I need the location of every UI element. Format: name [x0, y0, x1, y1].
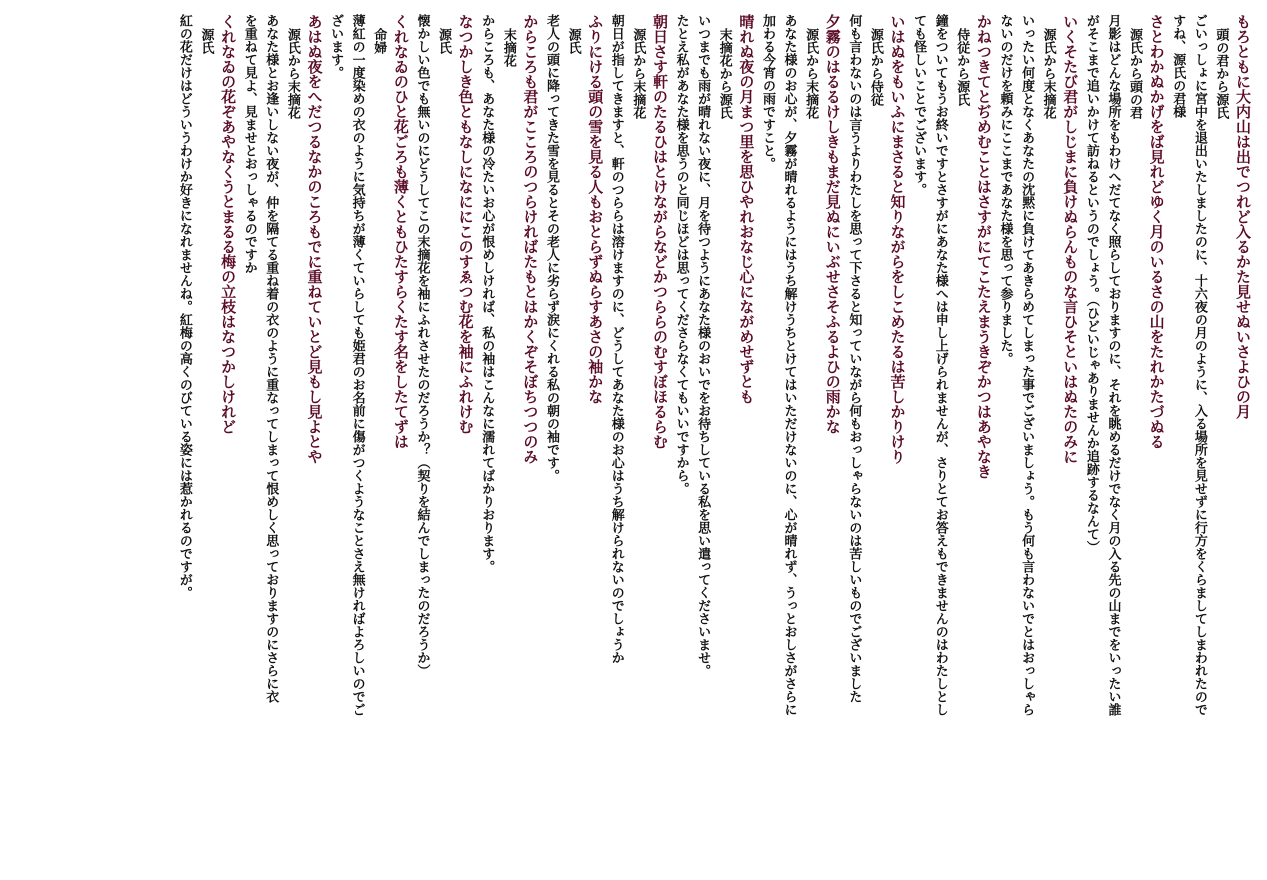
poem-stanza: [1080, 14, 1166, 866]
poem-stanza: [476, 14, 541, 866]
poem-translation: ても怪しいことでございます。: [911, 14, 927, 196]
poem-attribution: 源氏: [565, 28, 581, 54]
waka-poem: 晴れぬ夜の月まつ里を思ひやれおなじ心にながめせずとも: [737, 14, 756, 404]
waka-poem: かねつきてとぢめむことはさすがにてこたえまうきぞかつはあやなき: [974, 14, 993, 479]
waka-poem: くれなゐのひと花ごろも薄くともひたすらくたす名をしたてずは: [391, 14, 410, 449]
waka-poem: ふりにける頭の雪を見る人もおとらずぬらすあさの袖かな: [586, 14, 605, 404]
poem-stanza: [843, 14, 908, 866]
poem-translation: ないのだけを頼みにここまであなた様を思って参りました。: [997, 14, 1013, 365]
waka-poem: くれなゐの花ぞあやなくうとまるる梅の立枝はなつかしけれど: [219, 14, 238, 434]
waka-poem: 朝日さす軒のたるひはとけながらなどかつららのむすぼほるらむ: [650, 14, 669, 449]
waka-poem: さとわかぬかげをば見れどゆく月のいるさの山をたれかたづぬる: [1147, 14, 1166, 449]
poem-translation: 朝日が指してきますと、軒のつららは溶けますのに、どうしてあなた様のお心はうち解けられないのでしょうか: [608, 14, 624, 664]
poem-attribution: 源氏から頭の君: [1127, 28, 1143, 119]
poem-translation: がそこまで追いかけて訪ねるというのでしょう。（ひどいじゃありませんか追跡するなんて）: [1083, 14, 1099, 554]
poem-translation: 加わる今宵の雨ですこと。: [759, 14, 775, 170]
waka-poem: 夕霧のはるるけしきもまだ見ぬにいぶせさそふるよひの雨かな: [823, 14, 842, 434]
poem-attribution: 源氏: [436, 28, 452, 54]
poem-translation: 鐘をついてもうお終いですとさすがにあなた様へは申し上げられませんが、さりとてお答えもできませんのはわたしとし: [932, 14, 948, 716]
poem-attribution: 源氏から末摘花: [803, 28, 819, 119]
poem-translation: ざいます。: [328, 14, 344, 79]
poem-translation: たとえ私があなた様を思うのと同じほどは思ってくださらなくてもいいですから。: [673, 14, 689, 495]
poem-document: [14, 14, 1253, 866]
waka-poem: もろともに大内山は出でつれど入るかた見せぬいさよひの月: [1234, 14, 1252, 419]
poem-translation: を重ねて見よ、見ませとおっしゃるのですか: [241, 14, 257, 274]
poem-translation: 月影はどんな場所をもわけへだてなく照らしておりますのに、それを眺めるだけでなく月の入る先の山までをいったい誰: [1105, 14, 1121, 716]
waka-poem: なつかしき色ともなしになににこのすゑつむ花を袖にふれけむ: [456, 14, 475, 434]
poem-stanza: [605, 14, 670, 866]
poem-translation: あなた様のお心が、夕霧が晴れるようにはうち解けうちとけてはいただけないのに、心が晴れず、うっとおしさがさらに: [781, 14, 797, 716]
poem-attribution: 源氏から侍従: [867, 28, 883, 106]
waka-poem: あはぬ夜をへだつるなかのころもでに重ねていとど見もし見よとや: [305, 14, 324, 464]
poem-stanza: [324, 14, 410, 866]
poem-translation: 何も言わないのは言うよりわたしを思って下さると知っていながら何もおっしゃらないのは苦しいものでございました: [846, 14, 862, 703]
poem-translation: 薄紅の一度染めの衣のように気持ちが薄くていらしても姫君のお名前に傷がつくようなことさえ無ければよろしいのでご: [349, 14, 365, 716]
poem-translation: 懐かしい色でも無いのにどうしてこの末摘花を袖にふれさせたのだろうか？（契りを結んでしまったのだろうか）: [414, 14, 430, 677]
poem-translation: 紅の花だけはどういうわけか好きになれませんね。紅梅の高くのびている姿には惹かれるのですが。: [176, 14, 192, 599]
poem-translation: いったい何度となくあなたの沈黙に負けてあきらめてしまった事でございましょう。もう何も言わないでとはおっしゃら: [1019, 14, 1035, 716]
poem-attribution: 侍従から源氏: [954, 28, 970, 106]
poem-translation: からころも、あなた様の冷たいお心が恨めしければ、私の袖はこんなに濡れてばかりおります。: [479, 14, 495, 573]
poem-translation: すね、源氏の君様: [1170, 14, 1186, 118]
poem-stanza: [540, 14, 605, 866]
poem-stanza: [238, 14, 324, 866]
poem-stanza: [411, 14, 476, 866]
poem-attribution: 末摘花: [500, 28, 516, 67]
poem-translation: いつまでも雨が晴れない夜に、月を待つようにあなた様のおいでをお待ちしている私を思い遣ってくださいませ。: [695, 14, 711, 677]
poem-stanza: [670, 14, 756, 866]
waka-poem: いはぬをもいふにまさると知りながらをしこめたるは苦しかりけり: [888, 14, 907, 464]
poem-translation: ごいっしょに宮中を退出いたしましたのに、十六夜の月のように、入る場所を見せずに行方をくらましてしまわれたので: [1191, 14, 1207, 716]
poem-stanza: [1167, 14, 1253, 866]
poem-translation: あなた様とお逢いしない夜が、仲を隔てる重ね着の衣のように重なってしまって恨めしく思っておりますのにさらに衣: [263, 14, 279, 703]
poem-attribution: 源氏から末摘花: [284, 28, 300, 119]
poem-attribution: 命婦: [371, 28, 387, 54]
waka-poem: いくそたび君がしじまに負けぬらんものな言ひそといはぬたのみに: [1061, 14, 1080, 464]
poem-stanza: [756, 14, 842, 866]
poem-stanza: [908, 14, 994, 866]
poem-attribution: 頭の君から源氏: [1213, 28, 1229, 119]
poem-attribution: 源氏: [198, 28, 214, 54]
poem-stanza: [994, 14, 1080, 866]
poem-stanza: [173, 14, 238, 866]
poem-attribution: 源氏から末摘花: [630, 28, 646, 119]
poem-attribution: 源氏から末摘花: [1040, 28, 1056, 119]
poem-attribution: 末摘花から源氏: [716, 28, 732, 119]
waka-poem: からころも君がこころのつらければたもとはかくぞそぼちつつのみ: [521, 14, 540, 464]
poem-translation: 老人の頭に降ってきた雪を見るとその老人に劣らず涙にくれる私の朝の袖です。: [544, 14, 559, 482]
